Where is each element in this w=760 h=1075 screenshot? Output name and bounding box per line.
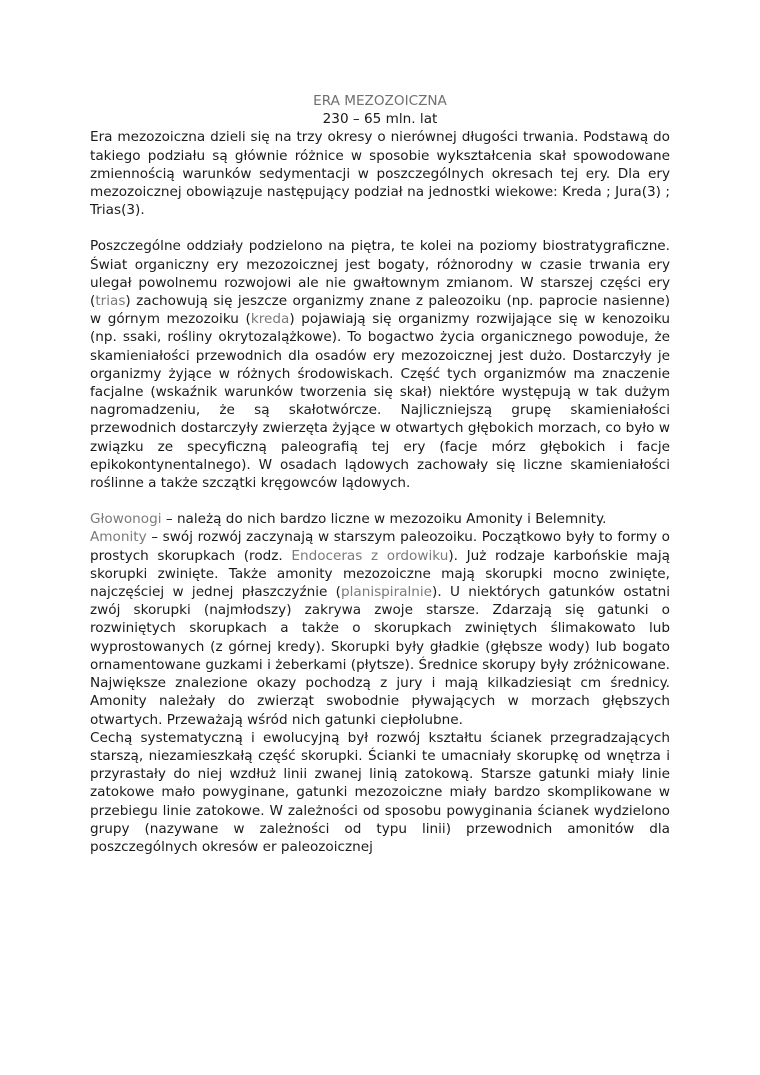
paragraph-sutures: Cechą systematyczną i ewolucyjną był rozwój kształtu ścianek przegradzających starszą, niezamieszkałą część skorupki. Ścianki te umacniały skorupkę od wnętrza i przyrastały do niej wzdłuż linii zwanej linią zatokową. Starsze gatunki miały linie zatokowe mało powyginane, gatunki mezozoiczne miały bardzo skomplikowane w przebiegu linie zatokowe. W zależności od sposobu powyginania ścianek wydzielono grupy (nazywane w zależności od typu linii) przewodnich amonitów dla poszczególnych okresów er paleozoicznej: [90, 729, 670, 855]
text-run: Poszczególne oddziały podzielono na piętra, te kolei na poziomy biostratygraficzne. Świat organiczny ery mezozoicznej jest bogaty, różnorodny w czasie trwania ery ulegał powolnemu rozwojowi ale nie gwałtownym zmianom. W starszej części ery (: [90, 238, 670, 310]
document-subtitle: 230 – 65 mln. lat: [322, 111, 438, 128]
term-planispiralnie: planispiralnie: [340, 584, 433, 601]
term-glowonogi: Głowonogi: [90, 511, 162, 528]
text-run: ). U niektórych gatunków ostatni zwój skorupki (najmłodszy) zakrywa zwoje starsze. Zdarzają się gatunki o rozwiniętych skorupkach a także o skorupkach zwiniętych ślimakowato lub wyprostowanych (z górnej kredy). Skorupki były gładkie (głębsze wody) lub bogato ornamentowane guzkami i żeberkami (płytsze). Średnice skorupy były zróżnicowane. Największe znalezione okazy pochodzą z jury i mają kilkadziesiąt cm średnicy. Amonity należały do zwierząt swobodnie pływających w morzach głębszych otwartych. Przeważają wśród nich gatunki ciepłolubne.: [90, 584, 671, 728]
paragraph-intro: Era mezozoiczna dzieli się na trzy okresy o nierównej długości trwania. Podstawą do takiego podziału są głównie różnice w sposobie wykształcenia skał spowodowane zmiennością warunków sedymentacji w poszczególnych okresach tej ery. Dla ery mezozoicznej obowiązuje następujący podział na jednostki wiekowe: Kreda ; Jura(3) ; Trias(3).: [90, 129, 670, 219]
text-run: ) zachowują się jeszcze organizmy znane z paleozoiku (np. paprocie nasienne) w górnym mezozoiku (: [90, 293, 670, 328]
paragraph-organic-world: [90, 237, 670, 492]
term-endoceras: Endoceras z ordowiku: [291, 547, 449, 564]
paragraph-gap: [90, 492, 670, 510]
document-title: ERA MEZOZOICZNA: [313, 93, 447, 109]
paragraph-gap: [90, 219, 670, 237]
document-body: [90, 92, 670, 856]
paragraph-glowonogi: [90, 510, 670, 528]
paragraph-amonity: [90, 528, 670, 728]
term-trias: trias: [95, 293, 126, 310]
text-run: – należą do nich bardzo liczne w mezozoiku Amonity i Belemnity.: [161, 511, 607, 528]
text-run: ) pojawiają się organizmy rozwijające się w kenozoiku (np. ssaki, rośliny okrytozalążkowe). To bogactwo życia organicznego powoduje, że skamieniałości przewodnich dla osadów ery mezozoicznej jest dużo. Dostarczyły je organizmy żyjące w różnych środowiskach. Część tych organizmów ma znaczenie facjalne (wskaźnik warunków tworzenia się skał) niektóre występują w tak dużym nagromadzeniu, że są skałotwórcze. Najliczniejszą grupę skamieniałości przewodnich dostarczyły zwierzęta żyjące w otwartych głębokich morzach, co było w związku ze specyficzną paleografią tej ery (facje mórz głębokich i facje epikokontynentalnego). W osadach lądowych zachowały się liczne skamieniałości roślinne a także szczątki kręgowców lądowych.: [90, 311, 670, 492]
term-kreda: kreda: [250, 311, 290, 328]
term-amonity: Amonity: [90, 529, 147, 546]
text-run: – swój rozwój zaczynają w starszym paleozoiku. Początkowo były to formy o prostych skorupkach (rodz.: [90, 529, 670, 564]
text-run: ). Już rodzaje karbońskie mają skorupki zwinięte. Także amonity mezozoiczne mają skorupki mocno zwinięte, najczęściej w jednej płaszczyźnie (: [90, 547, 670, 601]
